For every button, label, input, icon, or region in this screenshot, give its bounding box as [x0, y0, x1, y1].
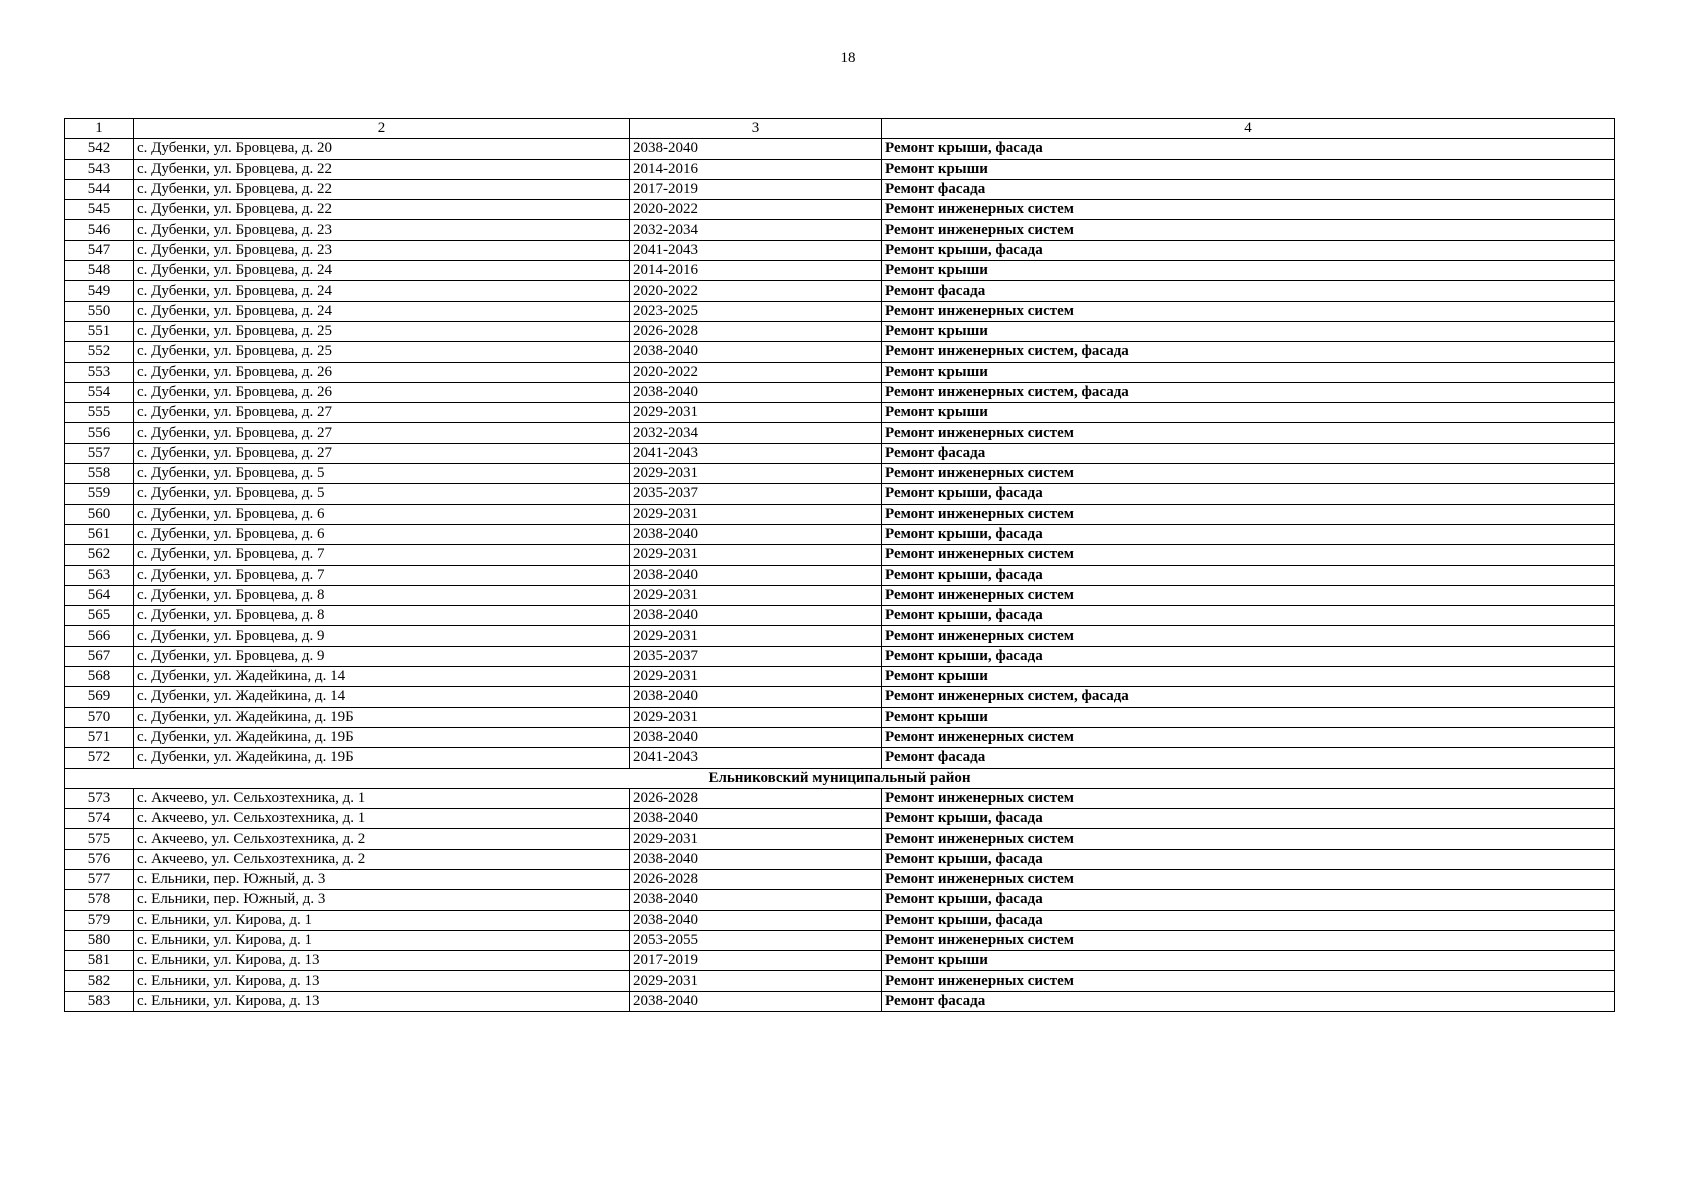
work-type-cell: Ремонт инженерных систем [882, 220, 1615, 240]
period-cell: 2032-2034 [630, 220, 882, 240]
work-type-cell: Ремонт инженерных систем [882, 727, 1615, 747]
table-row [65, 727, 1615, 747]
district-heading-row [65, 768, 1615, 788]
address-cell: с. Ельники, ул. Кирова, д. 1 [134, 930, 630, 950]
row-number-cell: 582 [65, 971, 134, 991]
row-number-cell: 556 [65, 423, 134, 443]
work-type-cell: Ремонт крыши [882, 362, 1615, 382]
row-number-cell: 548 [65, 261, 134, 281]
period-cell: 2038-2040 [630, 524, 882, 544]
row-number-cell: 573 [65, 788, 134, 808]
address-cell: с. Ельники, ул. Кирова, д. 13 [134, 971, 630, 991]
work-type-cell: Ремонт крыши [882, 951, 1615, 971]
table-row [65, 788, 1615, 808]
table-row [65, 261, 1615, 281]
period-cell: 2038-2040 [630, 687, 882, 707]
address-cell: с. Дубенки, ул. Бровцева, д. 8 [134, 585, 630, 605]
period-cell: 2032-2034 [630, 423, 882, 443]
period-cell: 2023-2025 [630, 301, 882, 321]
row-number-cell: 568 [65, 667, 134, 687]
table-row [65, 809, 1615, 829]
work-type-cell: Ремонт инженерных систем [882, 545, 1615, 565]
table-row [65, 585, 1615, 605]
row-number-cell: 572 [65, 748, 134, 768]
work-type-cell: Ремонт фасада [882, 991, 1615, 1011]
row-number-cell: 543 [65, 159, 134, 179]
period-cell: 2038-2040 [630, 890, 882, 910]
address-cell: с. Дубенки, ул. Бровцева, д. 23 [134, 240, 630, 260]
period-cell: 2035-2037 [630, 484, 882, 504]
table-row [65, 971, 1615, 991]
period-cell: 2038-2040 [630, 342, 882, 362]
table-row [65, 829, 1615, 849]
address-cell: с. Дубенки, ул. Бровцева, д. 25 [134, 342, 630, 362]
row-number-cell: 575 [65, 829, 134, 849]
work-type-cell: Ремонт крыши, фасада [882, 524, 1615, 544]
table-header-row [65, 119, 1615, 139]
table-row [65, 464, 1615, 484]
row-number-cell: 560 [65, 504, 134, 524]
work-type-cell: Ремонт фасада [882, 179, 1615, 199]
table-row [65, 200, 1615, 220]
period-cell: 2038-2040 [630, 382, 882, 402]
table-row [65, 321, 1615, 341]
work-type-cell: Ремонт крыши, фасада [882, 139, 1615, 159]
address-cell: с. Ельники, ул. Кирова, д. 1 [134, 910, 630, 930]
row-number-cell: 563 [65, 565, 134, 585]
address-cell: с. Дубенки, ул. Бровцева, д. 24 [134, 261, 630, 281]
period-cell: 2014-2016 [630, 159, 882, 179]
period-cell: 2038-2040 [630, 991, 882, 1011]
table-row [65, 910, 1615, 930]
period-cell: 2020-2022 [630, 200, 882, 220]
period-cell: 2038-2040 [630, 139, 882, 159]
address-cell: с. Дубенки, ул. Жадейкина, д. 19Б [134, 707, 630, 727]
address-cell: с. Ельники, пер. Южный, д. 3 [134, 890, 630, 910]
address-cell: с. Дубенки, ул. Бровцева, д. 7 [134, 565, 630, 585]
table-row [65, 687, 1615, 707]
row-number-cell: 559 [65, 484, 134, 504]
period-cell: 2029-2031 [630, 403, 882, 423]
row-number-cell: 567 [65, 646, 134, 666]
work-type-cell: Ремонт инженерных систем [882, 423, 1615, 443]
address-cell: с. Дубенки, ул. Бровцева, д. 27 [134, 443, 630, 463]
work-type-cell: Ремонт фасада [882, 281, 1615, 301]
work-type-cell: Ремонт крыши, фасада [882, 606, 1615, 626]
work-type-cell: Ремонт инженерных систем, фасада [882, 687, 1615, 707]
period-cell: 2029-2031 [630, 667, 882, 687]
work-type-cell: Ремонт крыши, фасада [882, 240, 1615, 260]
repair-schedule-table [64, 118, 1615, 1012]
period-cell: 2029-2031 [630, 504, 882, 524]
table-row [65, 748, 1615, 768]
column-header-3: 3 [630, 119, 882, 139]
work-type-cell: Ремонт крыши [882, 261, 1615, 281]
table-row [65, 159, 1615, 179]
period-cell: 2029-2031 [630, 464, 882, 484]
table-row [65, 869, 1615, 889]
address-cell: с. Дубенки, ул. Бровцева, д. 7 [134, 545, 630, 565]
address-cell: с. Дубенки, ул. Бровцева, д. 23 [134, 220, 630, 240]
column-header-4: 4 [882, 119, 1615, 139]
period-cell: 2041-2043 [630, 443, 882, 463]
row-number-cell: 557 [65, 443, 134, 463]
table-row [65, 443, 1615, 463]
address-cell: с. Дубенки, ул. Бровцева, д. 9 [134, 646, 630, 666]
period-cell: 2038-2040 [630, 606, 882, 626]
period-cell: 2038-2040 [630, 809, 882, 829]
row-number-cell: 564 [65, 585, 134, 605]
table-row [65, 606, 1615, 626]
row-number-cell: 574 [65, 809, 134, 829]
period-cell: 2020-2022 [630, 362, 882, 382]
address-cell: с. Дубенки, ул. Бровцева, д. 25 [134, 321, 630, 341]
address-cell: с. Акчеево, ул. Сельхозтехника, д. 2 [134, 849, 630, 869]
address-cell: с. Дубенки, ул. Бровцева, д. 24 [134, 301, 630, 321]
address-cell: с. Дубенки, ул. Бровцева, д. 27 [134, 423, 630, 443]
table-row [65, 423, 1615, 443]
row-number-cell: 555 [65, 403, 134, 423]
address-cell: с. Дубенки, ул. Бровцева, д. 6 [134, 524, 630, 544]
table-row [65, 403, 1615, 423]
work-type-cell: Ремонт крыши, фасада [882, 910, 1615, 930]
row-number-cell: 542 [65, 139, 134, 159]
address-cell: с. Дубенки, ул. Бровцева, д. 24 [134, 281, 630, 301]
row-number-cell: 552 [65, 342, 134, 362]
row-number-cell: 554 [65, 382, 134, 402]
row-number-cell: 546 [65, 220, 134, 240]
address-cell: с. Дубенки, ул. Жадейкина, д. 19Б [134, 748, 630, 768]
work-type-cell: Ремонт фасада [882, 443, 1615, 463]
period-cell: 2041-2043 [630, 748, 882, 768]
row-number-cell: 550 [65, 301, 134, 321]
table-row [65, 484, 1615, 504]
row-number-cell: 578 [65, 890, 134, 910]
work-type-cell: Ремонт инженерных систем [882, 869, 1615, 889]
address-cell: с. Дубенки, ул. Бровцева, д. 6 [134, 504, 630, 524]
row-number-cell: 551 [65, 321, 134, 341]
work-type-cell: Ремонт крыши, фасада [882, 565, 1615, 585]
period-cell: 2026-2028 [630, 321, 882, 341]
period-cell: 2038-2040 [630, 727, 882, 747]
column-header-1: 1 [65, 119, 134, 139]
work-type-cell: Ремонт инженерных систем [882, 464, 1615, 484]
work-type-cell: Ремонт инженерных систем [882, 504, 1615, 524]
row-number-cell: 583 [65, 991, 134, 1011]
work-type-cell: Ремонт крыши, фасада [882, 890, 1615, 910]
period-cell: 2029-2031 [630, 829, 882, 849]
address-cell: с. Дубенки, ул. Бровцева, д. 20 [134, 139, 630, 159]
period-cell: 2014-2016 [630, 261, 882, 281]
row-number-cell: 569 [65, 687, 134, 707]
work-type-cell: Ремонт инженерных систем, фасада [882, 382, 1615, 402]
work-type-cell: Ремонт инженерных систем [882, 971, 1615, 991]
address-cell: с. Дубенки, ул. Жадейкина, д. 14 [134, 687, 630, 707]
row-number-cell: 565 [65, 606, 134, 626]
period-cell: 2029-2031 [630, 545, 882, 565]
row-number-cell: 579 [65, 910, 134, 930]
period-cell: 2017-2019 [630, 179, 882, 199]
address-cell: с. Акчеево, ул. Сельхозтехника, д. 2 [134, 829, 630, 849]
work-type-cell: Ремонт фасада [882, 748, 1615, 768]
table-row [65, 362, 1615, 382]
column-header-2: 2 [134, 119, 630, 139]
table-row [65, 646, 1615, 666]
period-cell: 2029-2031 [630, 707, 882, 727]
work-type-cell: Ремонт крыши [882, 403, 1615, 423]
period-cell: 2020-2022 [630, 281, 882, 301]
row-number-cell: 580 [65, 930, 134, 950]
work-type-cell: Ремонт крыши, фасада [882, 484, 1615, 504]
work-type-cell: Ремонт крыши [882, 667, 1615, 687]
row-number-cell: 571 [65, 727, 134, 747]
address-cell: с. Дубенки, ул. Жадейкина, д. 19Б [134, 727, 630, 747]
row-number-cell: 544 [65, 179, 134, 199]
table-row [65, 626, 1615, 646]
row-number-cell: 581 [65, 951, 134, 971]
period-cell: 2038-2040 [630, 565, 882, 585]
row-number-cell: 561 [65, 524, 134, 544]
table-row [65, 281, 1615, 301]
table-row [65, 991, 1615, 1011]
address-cell: с. Дубенки, ул. Бровцева, д. 22 [134, 159, 630, 179]
address-cell: с. Дубенки, ул. Бровцева, д. 26 [134, 382, 630, 402]
row-number-cell: 562 [65, 545, 134, 565]
table-row [65, 951, 1615, 971]
row-number-cell: 547 [65, 240, 134, 260]
period-cell: 2017-2019 [630, 951, 882, 971]
period-cell: 2035-2037 [630, 646, 882, 666]
address-cell: с. Дубенки, ул. Бровцева, д. 27 [134, 403, 630, 423]
period-cell: 2038-2040 [630, 910, 882, 930]
address-cell: с. Дубенки, ул. Бровцева, д. 9 [134, 626, 630, 646]
address-cell: с. Ельники, ул. Кирова, д. 13 [134, 951, 630, 971]
table-row [65, 545, 1615, 565]
address-cell: с. Дубенки, ул. Жадейкина, д. 14 [134, 667, 630, 687]
table-row [65, 849, 1615, 869]
table-row [65, 382, 1615, 402]
row-number-cell: 570 [65, 707, 134, 727]
table-row [65, 220, 1615, 240]
table-row [65, 524, 1615, 544]
period-cell: 2041-2043 [630, 240, 882, 260]
work-type-cell: Ремонт инженерных систем [882, 788, 1615, 808]
work-type-cell: Ремонт инженерных систем [882, 200, 1615, 220]
work-type-cell: Ремонт крыши, фасада [882, 849, 1615, 869]
table-row [65, 139, 1615, 159]
work-type-cell: Ремонт инженерных систем [882, 301, 1615, 321]
period-cell: 2026-2028 [630, 788, 882, 808]
period-cell: 2038-2040 [630, 849, 882, 869]
address-cell: с. Ельники, ул. Кирова, д. 13 [134, 991, 630, 1011]
row-number-cell: 545 [65, 200, 134, 220]
table-row [65, 342, 1615, 362]
address-cell: с. Дубенки, ул. Бровцева, д. 22 [134, 179, 630, 199]
table-row [65, 707, 1615, 727]
district-heading: Ельниковский муниципальный район [65, 768, 1615, 788]
table-row [65, 179, 1615, 199]
page-number: 18 [840, 50, 856, 66]
address-cell: с. Дубенки, ул. Бровцева, д. 5 [134, 464, 630, 484]
work-type-cell: Ремонт крыши, фасада [882, 646, 1615, 666]
work-type-cell: Ремонт крыши, фасада [882, 809, 1615, 829]
row-number-cell: 553 [65, 362, 134, 382]
period-cell: 2026-2028 [630, 869, 882, 889]
address-cell: с. Акчеево, ул. Сельхозтехника, д. 1 [134, 809, 630, 829]
work-type-cell: Ремонт крыши [882, 321, 1615, 341]
work-type-cell: Ремонт инженерных систем [882, 585, 1615, 605]
period-cell: 2029-2031 [630, 626, 882, 646]
table-row [65, 890, 1615, 910]
address-cell: с. Акчеево, ул. Сельхозтехника, д. 1 [134, 788, 630, 808]
table-row [65, 667, 1615, 687]
row-number-cell: 566 [65, 626, 134, 646]
work-type-cell: Ремонт крыши [882, 707, 1615, 727]
work-type-cell: Ремонт крыши [882, 159, 1615, 179]
work-type-cell: Ремонт инженерных систем [882, 930, 1615, 950]
address-cell: с. Дубенки, ул. Бровцева, д. 22 [134, 200, 630, 220]
row-number-cell: 576 [65, 849, 134, 869]
row-number-cell: 577 [65, 869, 134, 889]
period-cell: 2053-2055 [630, 930, 882, 950]
row-number-cell: 558 [65, 464, 134, 484]
period-cell: 2029-2031 [630, 971, 882, 991]
address-cell: с. Дубенки, ул. Бровцева, д. 5 [134, 484, 630, 504]
work-type-cell: Ремонт инженерных систем, фасада [882, 342, 1615, 362]
table-row [65, 301, 1615, 321]
period-cell: 2029-2031 [630, 585, 882, 605]
work-type-cell: Ремонт инженерных систем [882, 829, 1615, 849]
address-cell: с. Ельники, пер. Южный, д. 3 [134, 869, 630, 889]
address-cell: с. Дубенки, ул. Бровцева, д. 8 [134, 606, 630, 626]
table-row [65, 504, 1615, 524]
row-number-cell: 549 [65, 281, 134, 301]
work-type-cell: Ремонт инженерных систем [882, 626, 1615, 646]
table-row [65, 930, 1615, 950]
table-row [65, 565, 1615, 585]
address-cell: с. Дубенки, ул. Бровцева, д. 26 [134, 362, 630, 382]
table-row [65, 240, 1615, 260]
